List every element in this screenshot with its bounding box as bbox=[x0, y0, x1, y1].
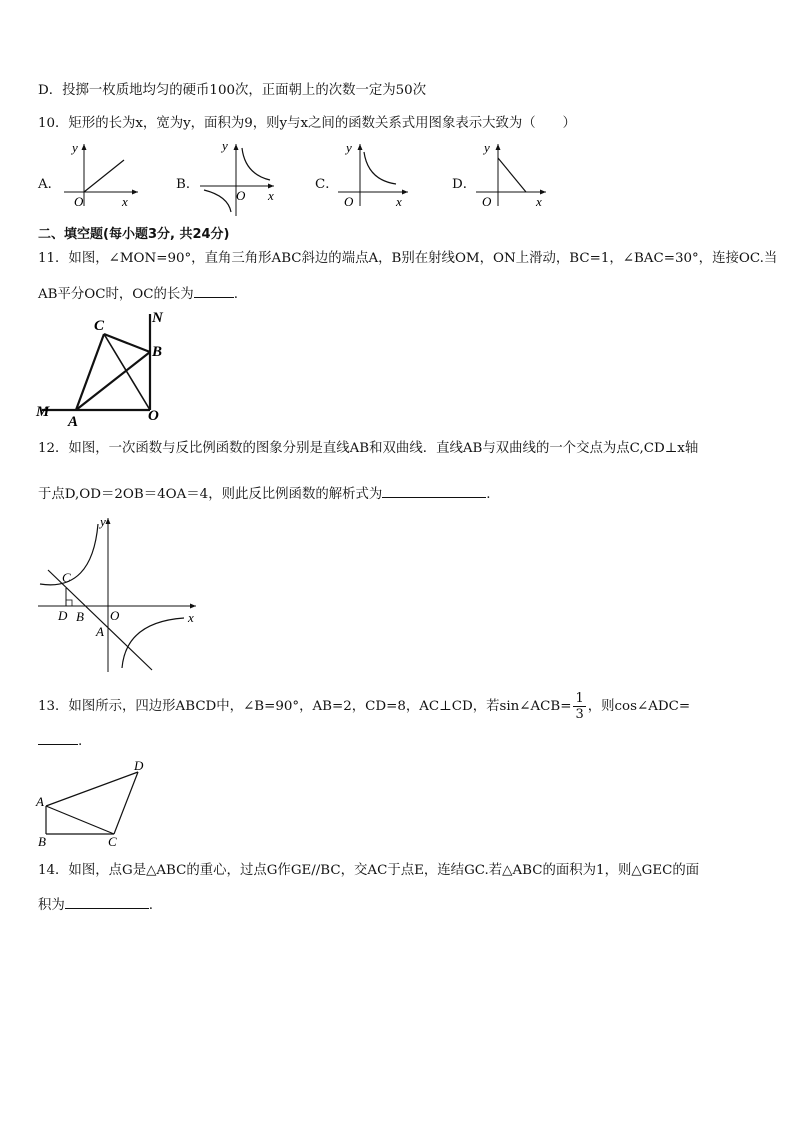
q10-a-origin: O bbox=[74, 194, 84, 209]
q10-c-origin: O bbox=[344, 194, 354, 209]
q11-label-o: O bbox=[148, 408, 159, 424]
q10-b-origin: O bbox=[236, 188, 246, 203]
q11-answer-blank[interactable] bbox=[194, 283, 234, 298]
q10-d-origin: O bbox=[482, 194, 492, 209]
q11-label-m: M bbox=[36, 404, 50, 420]
q12-label-c: C bbox=[62, 570, 71, 585]
q13-fraction bbox=[573, 691, 585, 722]
q11-label-a: A bbox=[68, 414, 79, 430]
q12-figure bbox=[36, 512, 206, 674]
q9-option-d: D．投掷一枚质地均匀的硬币100次，正面朝上的次数一定为50次 bbox=[38, 83, 427, 98]
q13-label-a: A bbox=[36, 794, 44, 809]
q12-label-d: D bbox=[58, 608, 68, 623]
q12-label-y: y bbox=[100, 514, 106, 529]
q12-label-o: O bbox=[110, 608, 120, 623]
q10-graph-c bbox=[338, 140, 418, 210]
q10-b-x-label: x bbox=[268, 188, 274, 203]
q10-b-y-label: y bbox=[222, 138, 228, 153]
q13-line2 bbox=[38, 730, 82, 751]
q13-text-a: 13．如图所示，四边形ABCD中，∠B=90°，AB=2，CD=8，AC⊥CD，若sin∠ACB= bbox=[38, 699, 572, 714]
q14-end: . bbox=[148, 898, 154, 913]
q11-line2 bbox=[38, 283, 238, 304]
q11-figure bbox=[36, 310, 176, 428]
q12-label-b: B bbox=[76, 609, 84, 624]
q14-text: 积为 bbox=[38, 898, 65, 913]
q14-line2 bbox=[38, 894, 153, 915]
q10-c-x-label: x bbox=[396, 194, 402, 209]
q12-text: 于点D,OD＝2OB＝4OA＝4，则此反比例函数的解析式为 bbox=[38, 487, 383, 502]
q13-label-b: B bbox=[38, 834, 46, 849]
q13-line1 bbox=[38, 690, 690, 724]
q13-text-b: ，则cos∠ADC= bbox=[587, 699, 691, 714]
q11-label-c: C bbox=[94, 318, 105, 334]
q13-label-d: D bbox=[134, 758, 144, 773]
q10-option-d-label: D． bbox=[452, 177, 477, 192]
q10-a-y-label: y bbox=[72, 140, 78, 155]
q13-end: . bbox=[78, 734, 83, 749]
q10-graph-b bbox=[198, 140, 288, 220]
q11-end: . bbox=[233, 287, 238, 302]
q13-frac-num: 1 bbox=[575, 691, 584, 706]
q10-graph-d bbox=[476, 140, 556, 210]
q11-line1: 11．如图，∠MON=90°，直角三角形ABC斜边的端点A，B别在射线OM，ON上滑动，BC=1，∠BAC=30°，连接OC.当 bbox=[38, 251, 778, 266]
q10-d-y-label: y bbox=[484, 140, 490, 155]
q14-answer-blank[interactable] bbox=[65, 894, 149, 909]
q13-frac-den: 3 bbox=[575, 707, 584, 722]
q10-graph-a bbox=[60, 140, 140, 210]
q12-line1: 12．如图，一次函数与反比例函数的图象分别是直线AB和双曲线．直线AB与双曲线的一个交点为点C,CD⊥x轴 bbox=[38, 441, 699, 456]
q12-answer-blank[interactable] bbox=[382, 483, 486, 498]
q12-end: . bbox=[486, 487, 491, 502]
q10-option-b-label: B． bbox=[176, 177, 200, 192]
q12-line2 bbox=[38, 483, 491, 504]
q10-a-x-label: x bbox=[122, 194, 128, 209]
q11-label-b: B bbox=[152, 344, 163, 360]
q10-stem: 10．矩形的长为x，宽为y，面积为9，则y与x之间的函数关系式用图象表示大致为（ ） bbox=[38, 116, 576, 131]
q13-label-c: C bbox=[108, 834, 117, 849]
q11-text: AB平分OC时，OC的长为 bbox=[38, 287, 194, 302]
q14-line1: 14．如图，点G是△ABC的重心，过点G作GE//BC，交AC于点E，连结GC.若△ABC的面积为1，则△GEC的面 bbox=[38, 863, 700, 878]
q12-label-a: A bbox=[96, 624, 104, 639]
q12-label-x: x bbox=[188, 610, 194, 625]
q10-c-y-label: y bbox=[346, 140, 352, 155]
q13-figure bbox=[36, 758, 156, 854]
section-title: 二、填空题(每小题3分, 共24分) bbox=[38, 227, 230, 242]
q10-option-c-label: C． bbox=[315, 177, 339, 192]
q10-d-x-label: x bbox=[536, 194, 542, 209]
q13-answer-blank[interactable] bbox=[38, 730, 78, 745]
q10-option-a-label: A． bbox=[38, 177, 62, 192]
q11-label-n: N bbox=[152, 310, 163, 326]
